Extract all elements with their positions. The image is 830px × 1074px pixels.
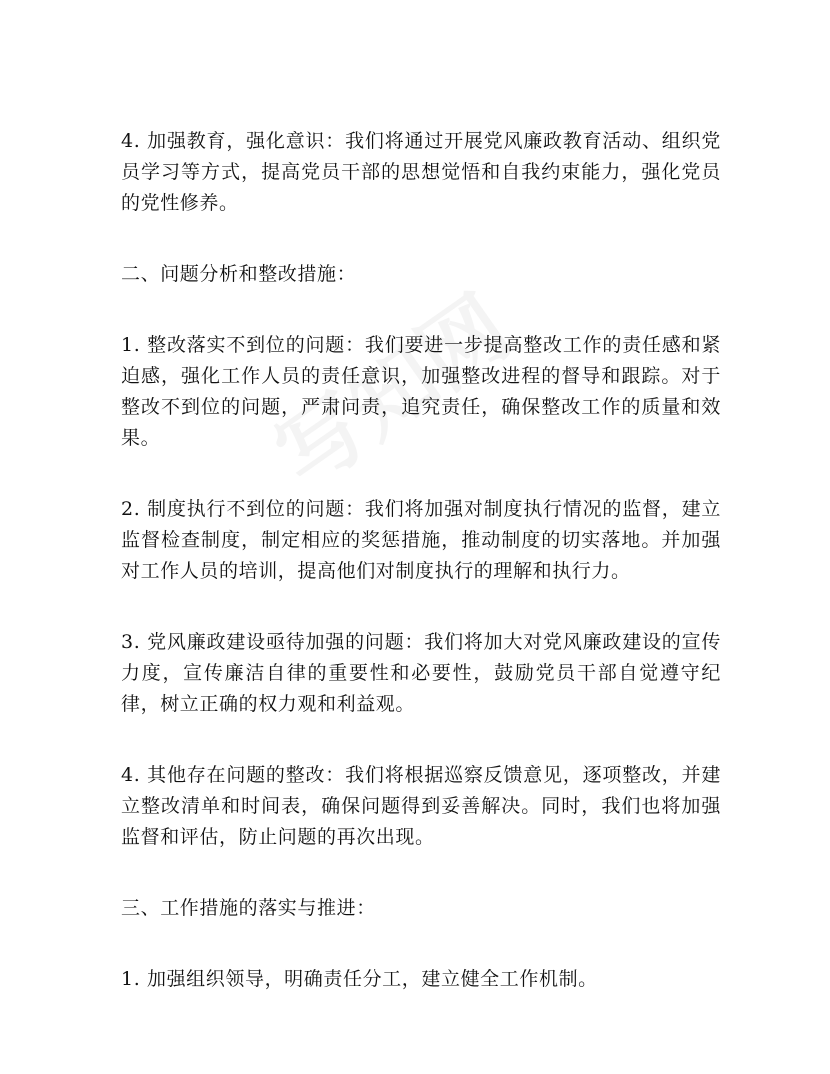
paragraph-education: 4. 加强教育，强化意识：我们将通过开展党风廉政教育活动、组织党员学习等方式，提高党员干部的思想觉悟和自我约束能力，强化党员的党性修养。: [121, 130, 721, 214]
paragraph-system-execution: 2. 制度执行不到位的问题：我们将加强对制度执行情况的监督，建立监督检查制度，制定相应的奖惩措施，推动制度的切实落地。并加强对工作人员的培训，提高他们对制度执行的理解和执行力。: [121, 498, 721, 582]
paragraph-party-integrity: 3. 党风廉政建设亟待加强的问题：我们将加大对党风廉政建设的宣传力度，宣传廉洁自律的重要性和必要性，鼓励党员干部自觉遵守纪律，树立正确的权力观和利益观。: [121, 631, 721, 715]
paragraph-other-issues: 4. 其他存在问题的整改：我们将根据巡察反馈意见，逐项整改，并建立整改清单和时间表，确保问题得到妥善解决。同时，我们也将加强监督和评估，防止问题的再次出现。: [121, 764, 721, 848]
section-heading-implementation: 三、工作措施的落实与推进：: [121, 897, 376, 919]
paragraph-rectification: 1. 整改落实不到位的问题：我们要进一步提高整改工作的责任感和紧迫感，强化工作人员的责任意识，加强整改进程的督导和跟踪。对于整改不到位的问题，严肃问责，追究责任，确保整改工作的质量和效果。: [121, 334, 721, 449]
section-heading-analysis: 二、问题分析和整改措施：: [121, 263, 357, 285]
paragraph-organization-leadership: 1. 加强组织领导，明确责任分工，建立健全工作机制。: [121, 968, 598, 990]
document-body: [121, 126, 721, 1035]
